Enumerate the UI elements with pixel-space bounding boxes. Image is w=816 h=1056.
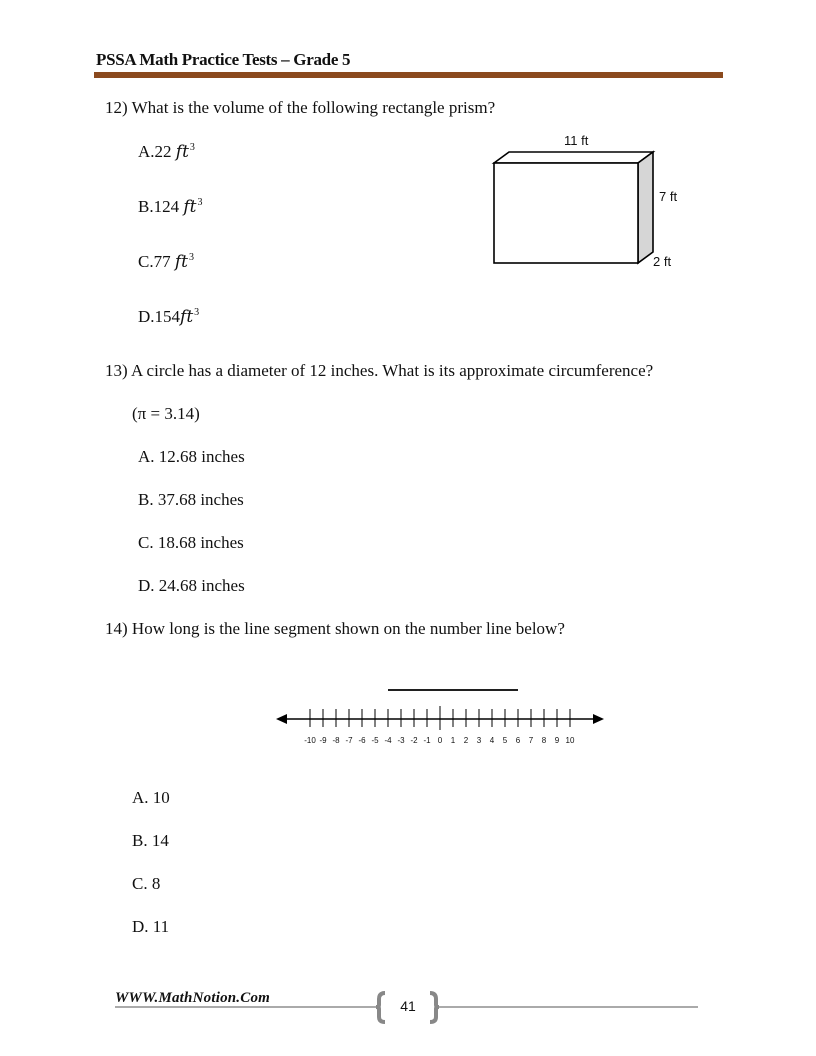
number-line-labels: [304, 736, 575, 745]
q12-option-c: C.77 $ft^3$: [138, 252, 194, 272]
prism-front-face: [494, 163, 638, 263]
number-line-label: -9: [319, 736, 327, 745]
footer-website: WWW.MathNotion.Com: [115, 990, 271, 1006]
number-line-right-arrow: [593, 714, 604, 724]
q14-option-c: C. 8: [132, 874, 161, 893]
number-line-label: 2: [463, 736, 469, 745]
q13-option-c: C. 18.68 inches: [138, 533, 244, 552]
q12-option-a: A.22 $ft^3$: [138, 142, 195, 162]
q14-option-d: D. 11: [132, 917, 170, 936]
prism-height-label: 7 ft: [659, 189, 678, 204]
q13-option-d: D. 24.68 inches: [138, 576, 245, 595]
number-line-label: 6: [515, 736, 521, 745]
number-line-ticks: [310, 706, 570, 730]
prism-top-face: [494, 152, 653, 163]
page-number: 41: [400, 998, 416, 1014]
number-line-label: -8: [332, 736, 340, 745]
prism-depth-label: 2 ft: [653, 254, 672, 269]
q13-pi-note: (π = 3.14): [132, 404, 200, 423]
number-line-label: -7: [345, 736, 353, 745]
number-line-label: 3: [476, 736, 482, 745]
number-line-left-arrow: [276, 714, 287, 724]
q13-option-a: A. 12.68 inches: [138, 447, 245, 466]
page-header-title: PSSA Math Practice Tests – Grade 5: [96, 50, 351, 69]
number-line-label: 8: [541, 736, 547, 745]
number-line-figure: [270, 680, 610, 752]
number-line-label: -10: [304, 736, 316, 745]
number-line-label: -3: [397, 736, 405, 745]
number-line-label: -4: [384, 736, 392, 745]
q12-option-d: $D.154ft^3$: [138, 307, 200, 327]
number-line-label: 10: [565, 736, 575, 745]
number-line-label: 7: [528, 736, 534, 745]
q14-option-a: A. 10: [132, 788, 170, 807]
q14-option-b: B. 14: [132, 831, 169, 850]
prism-side-face: [638, 152, 653, 263]
number-line-label: 0: [437, 736, 443, 745]
number-line-label: -2: [410, 736, 418, 745]
rectangular-prism-figure: [485, 148, 660, 270]
number-line-label: 5: [502, 736, 508, 745]
question-14-text: 14) How long is the line segment shown on the number line below?: [105, 619, 565, 638]
number-line-label: 9: [554, 736, 560, 745]
question-12-text: 12) What is the volume of the following rectangle prism?: [105, 98, 496, 117]
number-line-label: 1: [450, 736, 456, 745]
number-line-label: -5: [371, 736, 379, 745]
header-rule: [94, 72, 723, 78]
number-line-label: 4: [489, 736, 495, 745]
q13-option-b: B. 37.68 inches: [138, 490, 244, 509]
number-line-label: -1: [423, 736, 431, 745]
prism-length-label: 11 ft: [564, 133, 589, 148]
q12-option-b: B.124 $ft^3$: [138, 197, 203, 217]
number-line-label: -6: [358, 736, 366, 745]
question-13-text: 13) A circle has a diameter of 12 inches. What is its approximate circumference?: [105, 361, 654, 380]
